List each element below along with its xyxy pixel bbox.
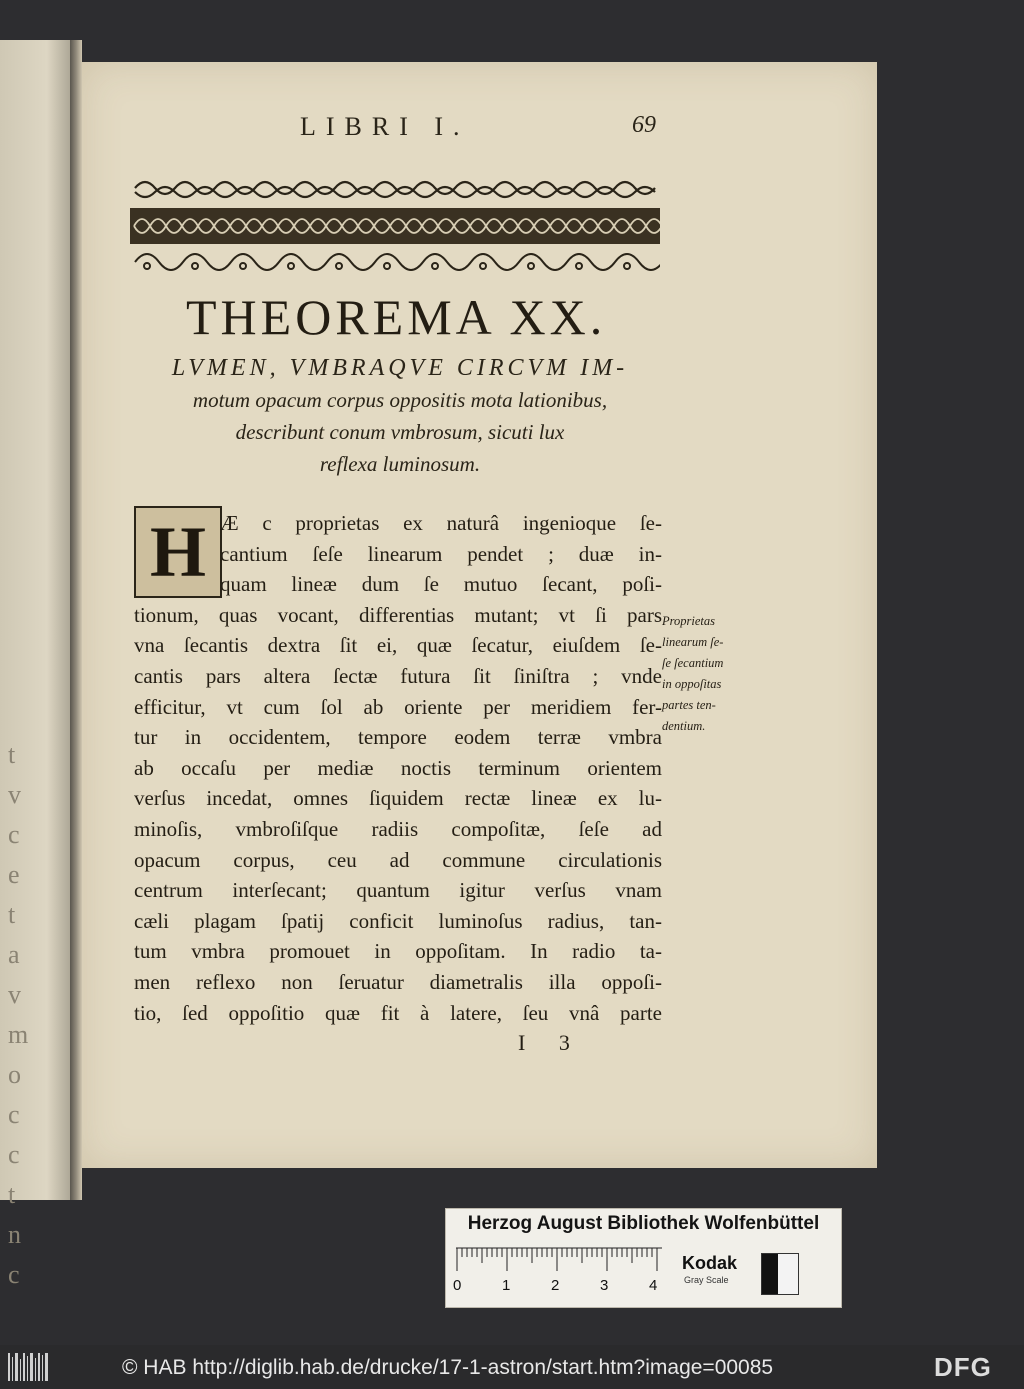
color-target-card [445,1208,842,1308]
body-line: ab occaſu per mediæ noctis terminum orientem [134,755,662,780]
body-line: vna ſecantis dextra ſit ei, quæ ſecatur, eiuſdem ſe- [134,633,662,658]
marginal-note [662,611,752,737]
statement-line: motum opacum corpus oppositis mota lationibus, [192,388,608,412]
facing-page-letter: c [8,1260,20,1289]
barcode-icon [8,1353,48,1381]
running-head: LIBRI I. [300,112,470,141]
body-text [134,508,662,1028]
ruler-number: 0 [453,1277,462,1294]
body-line: efficitur, vt cum ſol ab oriente per meridiem fer- [134,694,662,719]
body-line: tur in occidentem, tempore eodem terræ vmbra [134,725,662,750]
statement-line: reflexa luminosum. [319,452,481,476]
body-line: verſus incedat, omnes ſiquidem rectæ lineæ ex lu- [134,786,662,811]
body-line: centrum interſecant; quantum igitur verſus vnam [134,878,662,903]
marginal-note-line: ſe ſecantium [662,656,724,670]
facing-page-letter: c [8,820,20,849]
facing-page-letter: t [8,900,16,929]
ruler-number: 3 [600,1277,609,1294]
facing-page-letter: n [8,1220,21,1249]
marginal-note-line: Proprietas [662,614,716,628]
ruler-number: 1 [502,1277,511,1294]
scale-ruler [456,1247,662,1273]
body-line: men reflexo non ſeruatur diametralis illa oppoſi- [134,969,662,994]
body-line: tionum, quas vocant, differentias mutant; vt ſi pars [134,602,662,627]
facing-page-letter: m [8,1020,29,1049]
dfg-logo: DFG [934,1352,992,1382]
body-line: tio, ſed oppoſitio quæ fit à latere, ſeu vnâ parte [134,1000,662,1025]
theorem-statement [140,355,660,480]
ruler-number: 4 [649,1277,658,1294]
marginal-note-line: partes ten- [662,698,716,712]
ruler-numbers [453,1277,673,1299]
left-page-edge [0,40,78,1289]
page-number: 69 [632,112,656,138]
theorem-title: THEOREMA XX. [186,289,607,345]
facing-page-letter: e [8,860,20,889]
body-line: tum vmbra promouet in oppoſitam. In radio ta- [134,939,662,964]
facing-page-letter: c [8,1140,20,1169]
statement-caps-line: LVMEN, VMBRAQVE CIRCVM IM- [171,355,629,381]
facing-page-letter: v [8,980,21,1009]
facing-page-letter: a [8,940,20,969]
initial-letter: H [149,512,206,592]
facing-page-letter: c [8,1100,20,1129]
body-line: Æ c proprietas ex naturâ ingenioque ſe- [220,511,662,535]
headpiece-ornament [130,170,660,278]
marginal-note-line: linearum ſe- [662,635,724,649]
statement-line: describunt conum vmbrosum, sicuti lux [235,420,565,444]
body-line: cantis pars altera ſectæ futura ſit ſiniſtra ; vnde [134,663,662,688]
gray-swatch [761,1253,799,1295]
facing-page-letter: t [8,740,16,769]
marginal-note-line: in oppoſitas [662,677,722,691]
book-gutter [70,40,82,1200]
facing-page-letter: o [8,1060,21,1089]
kodak-logo: Kodak [682,1253,738,1273]
facing-page-letter: t [8,1180,16,1209]
signature-mark: I 3 [518,1030,584,1055]
body-line: cæli plagam ſpatij conficit luminoſus radius, tan- [134,908,662,933]
gray-scale-caption: Gray Scale [684,1275,729,1285]
marginal-note-line: dentium. [662,719,706,733]
body-line: opacum corpus, ceu ad commune circulationis [134,847,662,872]
body-line: minoſis, vmbroſiſque radiis compoſitæ, ſeſe ad [134,816,662,841]
library-name: Herzog August Bibliothek Wolfenbüttel [467,1213,820,1234]
ruler-number: 2 [551,1277,560,1294]
copyright-url[interactable]: © HAB http://diglib.hab.de/drucke/17-1-astron/start.htm?image=00085 [122,1356,774,1379]
body-line: cantium ſeſe linearum pendet ; duæ in- [220,541,662,566]
body-line: quam lineæ dum ſe mutuo ſecant, poſi- [220,572,662,597]
facing-page-letter: v [8,780,21,809]
